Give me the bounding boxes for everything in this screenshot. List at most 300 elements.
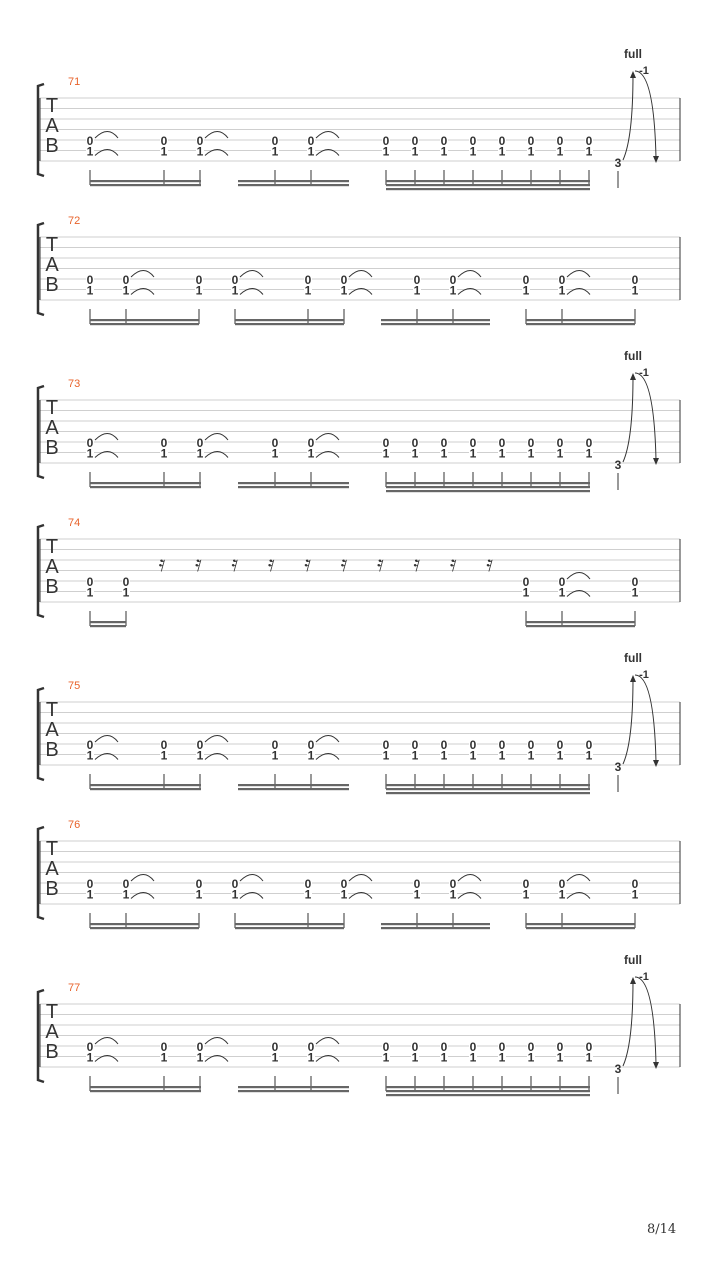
fret-number: 1 bbox=[160, 748, 168, 763]
fret-number: 0 bbox=[340, 273, 348, 287]
fret-number: 1 bbox=[413, 887, 421, 902]
tab-clef-letter: A bbox=[45, 858, 59, 880]
fret-number: 1 bbox=[160, 446, 168, 461]
tie-arc-top bbox=[205, 1038, 228, 1045]
fret-number: 0 bbox=[556, 134, 564, 148]
fret-number: 1 bbox=[527, 748, 535, 763]
fret-number: 0 bbox=[196, 738, 204, 752]
fret-number: 0 bbox=[231, 273, 239, 287]
fret-number: 0 bbox=[411, 134, 419, 148]
fret-number: 0 bbox=[449, 273, 457, 287]
sixteenth-rest: 𝄿 bbox=[195, 552, 202, 577]
tie-arc-top bbox=[95, 132, 118, 139]
tie-arc-top bbox=[205, 132, 228, 139]
beam bbox=[90, 1086, 201, 1088]
beam bbox=[90, 927, 199, 929]
bend-arrow-up bbox=[630, 71, 636, 78]
fret-number: 1 bbox=[556, 446, 564, 461]
beam bbox=[386, 784, 590, 786]
fret-number: 1 bbox=[522, 585, 530, 600]
fret-number: 0 bbox=[411, 436, 419, 450]
fret-number: 0 bbox=[196, 1040, 204, 1054]
fret-number: 1 bbox=[160, 144, 168, 159]
fret-number: 1 bbox=[498, 1050, 506, 1065]
beam bbox=[386, 788, 590, 790]
fret-number: 0 bbox=[469, 134, 477, 148]
bend-curve bbox=[623, 74, 633, 160]
tab-system-74 bbox=[38, 517, 680, 627]
fret-number: 0 bbox=[527, 436, 535, 450]
fret-number: 1 bbox=[469, 144, 477, 159]
fret-number: 1 bbox=[469, 446, 477, 461]
tie-arc-top bbox=[205, 736, 228, 743]
fret-number: 1 bbox=[411, 446, 419, 461]
fret-number: 1 bbox=[307, 446, 315, 461]
beam bbox=[386, 486, 590, 488]
tie-arc-top bbox=[316, 736, 339, 743]
tab-clef-letter: B bbox=[45, 274, 59, 296]
fret-number: 1 bbox=[304, 283, 312, 298]
tie-arc-top bbox=[95, 1038, 118, 1045]
beam bbox=[526, 923, 635, 925]
beam bbox=[235, 319, 344, 321]
fret-number: 1 bbox=[556, 1050, 564, 1065]
beam bbox=[386, 1090, 590, 1092]
fret-number: 0 bbox=[307, 738, 315, 752]
fret-number: 1 bbox=[195, 887, 203, 902]
beam bbox=[381, 323, 490, 325]
fret-number: 1 bbox=[86, 585, 94, 600]
beam bbox=[90, 788, 201, 790]
fret-number: 0 bbox=[440, 1040, 448, 1054]
tie-arc-top bbox=[316, 132, 339, 139]
fret-number: 1 bbox=[522, 283, 530, 298]
fret-number: 1 bbox=[122, 585, 130, 600]
fret-number: 0 bbox=[382, 436, 390, 450]
fret-number: 0 bbox=[440, 436, 448, 450]
beam bbox=[90, 319, 199, 321]
fret-number: 1 bbox=[585, 1050, 593, 1065]
tab-clef-letter: B bbox=[45, 1041, 59, 1063]
beam bbox=[238, 1086, 349, 1088]
beam bbox=[238, 482, 349, 484]
fret-number: 1 bbox=[585, 144, 593, 159]
measure-number: 74 bbox=[68, 517, 81, 529]
fret-number: 0 bbox=[556, 1040, 564, 1054]
tie-arc-top bbox=[567, 271, 590, 278]
fret-number: 1 bbox=[558, 585, 566, 600]
tab-clef-letter: T bbox=[45, 234, 59, 256]
fret-number: 0 bbox=[86, 436, 94, 450]
fret-number: 1 bbox=[86, 1050, 94, 1065]
tab-clef-letter: A bbox=[45, 417, 59, 439]
tab-system-73 bbox=[38, 349, 680, 492]
bend-arrow-up bbox=[630, 373, 636, 380]
tab-clef-letter: T bbox=[45, 838, 59, 860]
release-label: -1 bbox=[639, 367, 649, 379]
tab-clef-letter: B bbox=[45, 576, 59, 598]
bend-label: full bbox=[624, 651, 642, 665]
beam bbox=[386, 482, 590, 484]
beam bbox=[235, 323, 344, 325]
tie-arc-top bbox=[316, 434, 339, 441]
tie-arc-top bbox=[240, 271, 263, 278]
fret-number: 1 bbox=[585, 748, 593, 763]
fret-number: 1 bbox=[631, 887, 639, 902]
beam bbox=[238, 180, 349, 182]
fret-number: 1 bbox=[411, 1050, 419, 1065]
sixteenth-rest: 𝄿 bbox=[486, 552, 493, 577]
fret-number: 0 bbox=[527, 738, 535, 752]
sixteenth-rest: 𝄿 bbox=[231, 552, 239, 577]
tab-clef-letter: B bbox=[45, 878, 59, 900]
release-curve bbox=[635, 675, 656, 762]
fret-number: 0 bbox=[340, 877, 348, 891]
fret-number: 0 bbox=[307, 436, 315, 450]
beam bbox=[90, 180, 201, 182]
measure-number: 71 bbox=[68, 76, 81, 88]
tab-clef-letter: T bbox=[45, 1001, 59, 1023]
fret-number: 1 bbox=[382, 144, 390, 159]
fret-number: 0 bbox=[411, 738, 419, 752]
fret-number: 0 bbox=[469, 436, 477, 450]
fret-number: 0 bbox=[527, 134, 535, 148]
fret-number: 1 bbox=[449, 887, 457, 902]
fret-number: 0 bbox=[558, 575, 566, 589]
beam bbox=[238, 1090, 349, 1092]
tab-clef-letter: A bbox=[45, 556, 59, 578]
fret-number: 1 bbox=[340, 887, 348, 902]
fret-number: 1 bbox=[340, 283, 348, 298]
tie-arc-top bbox=[240, 875, 263, 882]
bend-label: full bbox=[624, 47, 642, 61]
fret-number: 1 bbox=[196, 1050, 204, 1065]
fret-number: 0 bbox=[307, 134, 315, 148]
measure-number: 77 bbox=[68, 982, 81, 994]
fret-number: 1 bbox=[440, 144, 448, 159]
fret-number: 0 bbox=[556, 738, 564, 752]
fret-number: 0 bbox=[382, 134, 390, 148]
fret-number: 0 bbox=[160, 738, 168, 752]
fret-number: 1 bbox=[411, 144, 419, 159]
tie-arc-top bbox=[567, 573, 590, 580]
tie-arc-top bbox=[349, 271, 372, 278]
tie-arc-top bbox=[131, 271, 154, 278]
fret-number: 0 bbox=[382, 1040, 390, 1054]
fret-number: 0 bbox=[585, 1040, 593, 1054]
tie-arc-top bbox=[349, 875, 372, 882]
beam bbox=[386, 1086, 590, 1088]
fret-number: 0 bbox=[631, 575, 639, 589]
tab-system-75 bbox=[38, 651, 680, 794]
tab-clef-letter: T bbox=[45, 95, 59, 117]
fret-number: 1 bbox=[527, 144, 535, 159]
beam bbox=[381, 923, 490, 925]
fret-number: 0 bbox=[86, 1040, 94, 1054]
beam bbox=[386, 792, 590, 794]
fret-number: 1 bbox=[498, 144, 506, 159]
tab-system-76 bbox=[38, 819, 680, 929]
sixteenth-rest: 𝄿 bbox=[413, 552, 421, 577]
bend-curve bbox=[623, 678, 633, 764]
tab-clef-letter: B bbox=[45, 739, 59, 761]
measure-number: 76 bbox=[68, 819, 81, 831]
bend-arrow-up bbox=[630, 675, 636, 682]
bend-fret-number: 3 bbox=[614, 1062, 622, 1076]
fret-number: 1 bbox=[271, 748, 279, 763]
fret-number: 0 bbox=[271, 134, 279, 148]
fret-number: 1 bbox=[498, 446, 506, 461]
fret-number: 1 bbox=[86, 748, 94, 763]
bend-fret-number: 3 bbox=[614, 760, 622, 774]
fret-number: 1 bbox=[558, 283, 566, 298]
fret-number: 1 bbox=[86, 283, 94, 298]
beam bbox=[90, 184, 201, 186]
tie-arc-top bbox=[458, 271, 481, 278]
fret-number: 1 bbox=[585, 446, 593, 461]
fret-number: 0 bbox=[271, 738, 279, 752]
fret-number: 1 bbox=[440, 446, 448, 461]
tab-clef-letter: A bbox=[45, 719, 59, 741]
fret-number: 1 bbox=[440, 1050, 448, 1065]
bend-fret-number: 3 bbox=[614, 156, 622, 170]
fret-number: 1 bbox=[631, 283, 639, 298]
sixteenth-rest: 𝄿 bbox=[158, 552, 166, 577]
fret-number: 0 bbox=[231, 877, 239, 891]
beam bbox=[235, 927, 344, 929]
beam bbox=[238, 184, 349, 186]
sixteenth-rest: 𝄿 bbox=[449, 552, 457, 577]
beam bbox=[90, 482, 201, 484]
fret-number: 0 bbox=[527, 1040, 535, 1054]
fret-number: 0 bbox=[413, 877, 421, 891]
fret-number: 0 bbox=[498, 738, 506, 752]
bend-label: full bbox=[624, 349, 642, 363]
fret-number: 1 bbox=[122, 283, 130, 298]
fret-number: 0 bbox=[411, 1040, 419, 1054]
beam bbox=[90, 323, 199, 325]
beam bbox=[526, 625, 635, 627]
fret-number: 1 bbox=[382, 446, 390, 461]
beam bbox=[90, 621, 126, 623]
fret-number: 0 bbox=[469, 738, 477, 752]
fret-number: 0 bbox=[304, 877, 312, 891]
beam bbox=[526, 319, 635, 321]
fret-number: 0 bbox=[160, 436, 168, 450]
fret-number: 0 bbox=[498, 436, 506, 450]
fret-number: 0 bbox=[498, 134, 506, 148]
fret-number: 0 bbox=[522, 273, 530, 287]
beam bbox=[381, 319, 490, 321]
beam bbox=[526, 323, 635, 325]
fret-number: 1 bbox=[122, 887, 130, 902]
fret-number: 1 bbox=[440, 748, 448, 763]
fret-number: 1 bbox=[196, 748, 204, 763]
fret-number: 1 bbox=[231, 887, 239, 902]
fret-number: 1 bbox=[196, 446, 204, 461]
tab-clef-letter: T bbox=[45, 536, 59, 558]
fret-number: 1 bbox=[160, 1050, 168, 1065]
fret-number: 0 bbox=[122, 877, 130, 891]
tab-clef-letter: A bbox=[45, 115, 59, 137]
beam bbox=[235, 923, 344, 925]
beam bbox=[386, 1094, 590, 1096]
fret-number: 1 bbox=[271, 1050, 279, 1065]
fret-number: 0 bbox=[556, 436, 564, 450]
fret-number: 0 bbox=[160, 1040, 168, 1054]
fret-number: 0 bbox=[469, 1040, 477, 1054]
fret-number: 0 bbox=[440, 738, 448, 752]
fret-number: 0 bbox=[86, 877, 94, 891]
fret-number: 1 bbox=[469, 748, 477, 763]
fret-number: 1 bbox=[271, 144, 279, 159]
fret-number: 1 bbox=[556, 748, 564, 763]
fret-number: 1 bbox=[86, 144, 94, 159]
fret-number: 0 bbox=[160, 134, 168, 148]
release-curve bbox=[635, 71, 656, 158]
fret-number: 0 bbox=[196, 134, 204, 148]
fret-number: 0 bbox=[631, 877, 639, 891]
release-label: -1 bbox=[639, 971, 649, 983]
beam bbox=[381, 927, 490, 929]
tie-arc-top bbox=[567, 875, 590, 882]
fret-number: 0 bbox=[86, 134, 94, 148]
fret-number: 1 bbox=[271, 446, 279, 461]
tab-system-71 bbox=[38, 47, 680, 190]
fret-number: 1 bbox=[86, 446, 94, 461]
fret-number: 0 bbox=[631, 273, 639, 287]
fret-number: 1 bbox=[558, 887, 566, 902]
fret-number: 1 bbox=[411, 748, 419, 763]
beam bbox=[90, 486, 201, 488]
fret-number: 0 bbox=[585, 436, 593, 450]
fret-number: 1 bbox=[449, 283, 457, 298]
sixteenth-rest: 𝄿 bbox=[304, 552, 311, 577]
tab-clef-letter: A bbox=[45, 1021, 59, 1043]
fret-number: 1 bbox=[527, 1050, 535, 1065]
fret-number: 1 bbox=[382, 1050, 390, 1065]
beam bbox=[386, 490, 590, 492]
fret-number: 1 bbox=[631, 585, 639, 600]
tab-clef-letter: T bbox=[45, 397, 59, 419]
fret-number: 0 bbox=[86, 273, 94, 287]
fret-number: 1 bbox=[195, 283, 203, 298]
fret-number: 1 bbox=[556, 144, 564, 159]
fret-number: 1 bbox=[498, 748, 506, 763]
fret-number: 1 bbox=[522, 887, 530, 902]
fret-number: 0 bbox=[522, 575, 530, 589]
release-arrow-down bbox=[653, 760, 659, 767]
fret-number: 1 bbox=[231, 283, 239, 298]
bend-curve bbox=[623, 980, 633, 1066]
fret-number: 0 bbox=[413, 273, 421, 287]
beam bbox=[90, 625, 126, 627]
fret-number: 1 bbox=[307, 748, 315, 763]
beam bbox=[238, 788, 349, 790]
page-number: 8/14 bbox=[647, 1222, 677, 1237]
fret-number: 1 bbox=[304, 887, 312, 902]
fret-number: 1 bbox=[527, 446, 535, 461]
release-curve bbox=[635, 977, 656, 1064]
beam bbox=[386, 184, 590, 186]
beam bbox=[386, 180, 590, 182]
fret-number: 0 bbox=[382, 738, 390, 752]
sixteenth-rest: 𝄿 bbox=[340, 552, 348, 577]
measure-number: 73 bbox=[68, 378, 81, 390]
tie-arc-top bbox=[458, 875, 481, 882]
fret-number: 0 bbox=[440, 134, 448, 148]
fret-number: 0 bbox=[195, 273, 203, 287]
fret-number: 0 bbox=[558, 877, 566, 891]
sixteenth-rest: 𝄿 bbox=[377, 552, 384, 577]
beam bbox=[90, 923, 199, 925]
tab-clef-letter: B bbox=[45, 135, 59, 157]
tab-clef-letter: A bbox=[45, 254, 59, 276]
fret-number: 1 bbox=[413, 283, 421, 298]
bend-label: full bbox=[624, 953, 642, 967]
tab-system-77 bbox=[38, 953, 680, 1096]
fret-number: 0 bbox=[498, 1040, 506, 1054]
fret-number: 0 bbox=[196, 436, 204, 450]
bend-fret-number: 3 bbox=[614, 458, 622, 472]
release-label: -1 bbox=[639, 669, 649, 681]
tie-arc-top bbox=[205, 434, 228, 441]
beam bbox=[90, 1090, 201, 1092]
beam bbox=[238, 784, 349, 786]
fret-number: 0 bbox=[585, 134, 593, 148]
measure-number: 72 bbox=[68, 215, 81, 227]
tie-arc-top bbox=[95, 736, 118, 743]
release-label: -1 bbox=[639, 65, 649, 77]
fret-number: 0 bbox=[122, 273, 130, 287]
beam bbox=[526, 927, 635, 929]
release-arrow-down bbox=[653, 458, 659, 465]
fret-number: 1 bbox=[86, 887, 94, 902]
fret-number: 0 bbox=[122, 575, 130, 589]
beam bbox=[386, 188, 590, 190]
fret-number: 1 bbox=[469, 1050, 477, 1065]
bend-curve bbox=[623, 376, 633, 462]
fret-number: 0 bbox=[449, 877, 457, 891]
fret-number: 1 bbox=[382, 748, 390, 763]
beam bbox=[526, 621, 635, 623]
fret-number: 0 bbox=[307, 1040, 315, 1054]
release-arrow-down bbox=[653, 156, 659, 163]
fret-number: 0 bbox=[522, 877, 530, 891]
fret-number: 0 bbox=[585, 738, 593, 752]
fret-number: 0 bbox=[86, 738, 94, 752]
measure-number: 75 bbox=[68, 680, 81, 692]
bend-arrow-up bbox=[630, 977, 636, 984]
fret-number: 1 bbox=[196, 144, 204, 159]
fret-number: 0 bbox=[86, 575, 94, 589]
tab-clef-letter: T bbox=[45, 699, 59, 721]
fret-number: 0 bbox=[271, 436, 279, 450]
fret-number: 0 bbox=[271, 1040, 279, 1054]
beam bbox=[90, 784, 201, 786]
fret-number: 0 bbox=[558, 273, 566, 287]
tie-arc-top bbox=[95, 434, 118, 441]
release-arrow-down bbox=[653, 1062, 659, 1069]
tie-arc-top bbox=[316, 1038, 339, 1045]
tab-system-72 bbox=[38, 215, 680, 325]
tie-arc-top bbox=[131, 875, 154, 882]
fret-number: 1 bbox=[307, 144, 315, 159]
fret-number: 1 bbox=[307, 1050, 315, 1065]
release-curve bbox=[635, 373, 656, 460]
fret-number: 0 bbox=[304, 273, 312, 287]
tab-clef-letter: B bbox=[45, 437, 59, 459]
